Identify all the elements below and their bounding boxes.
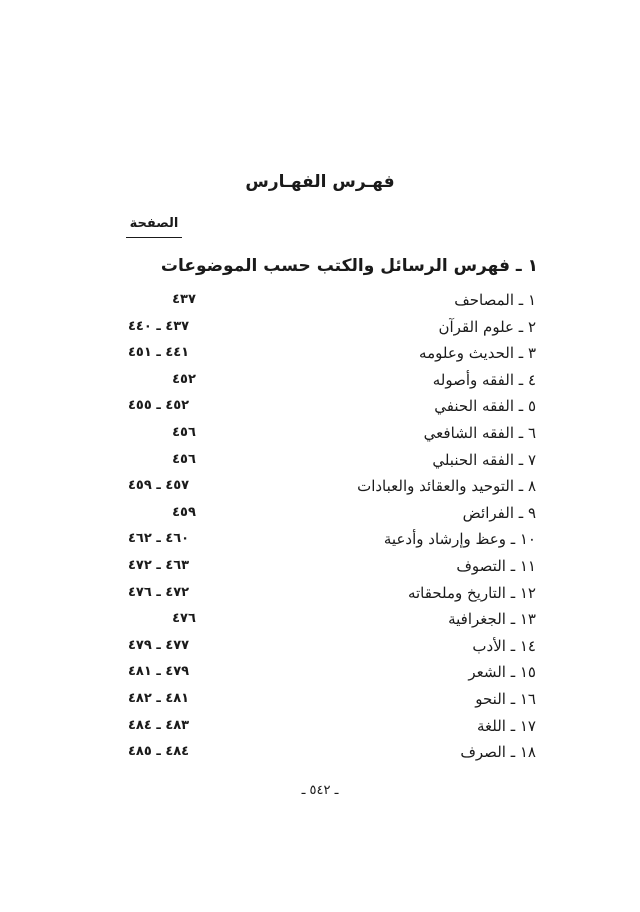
entry-topic: ٩ ـ الفرائض [462, 503, 536, 522]
page-column-header: الصفحة [126, 216, 182, 238]
entry-pages: ٤٥٦ [172, 424, 196, 440]
index-entry [0, 421, 640, 448]
entry-topic: ١٤ ـ الأدب [472, 636, 536, 655]
entry-pages: ٤٤١ ـ ٤٥١ [128, 345, 190, 361]
entry-pages: ٤٧٦ [172, 611, 196, 627]
entry-topic: ١٠ ـ وعظ وإرشاد وأدعية [383, 530, 536, 549]
index-list [0, 288, 640, 767]
index-entry [0, 634, 640, 661]
entry-pages: ٤٥٢ ـ ٤٥٥ [128, 398, 190, 414]
entry-topic: ١٧ ـ اللغة [476, 716, 536, 735]
entry-pages: ٤٨٤ ـ ٤٨٥ [128, 744, 190, 760]
entry-pages: ٤٣٧ ـ ٤٤٠ [128, 318, 190, 334]
entry-pages: ٤٥٩ [172, 504, 196, 520]
page-number: ـ ٥٤٢ ـ [301, 783, 339, 798]
entry-pages: ٤٧٢ ـ ٤٧٦ [128, 584, 190, 600]
entry-pages: ٤٦٣ ـ ٤٧٢ [128, 557, 190, 573]
index-entry [0, 660, 640, 687]
entry-topic: ٨ ـ التوحيد والعقائد والعبادات [357, 477, 536, 496]
entry-pages: ٤٥٧ ـ ٤٥٩ [128, 478, 190, 494]
entry-pages: ٤٥٦ [172, 451, 196, 467]
entry-topic: ١١ ـ التصوف [456, 556, 536, 575]
entry-topic: ١٦ ـ النحو [475, 689, 536, 708]
entry-topic: ٤ ـ الفقه وأصوله [432, 370, 536, 389]
index-entry [0, 687, 640, 714]
entry-pages: ٤٨١ ـ ٤٨٢ [128, 690, 190, 706]
entry-topic: ١٥ ـ الشعر [468, 663, 536, 682]
index-entry [0, 448, 640, 475]
index-entry [0, 288, 640, 315]
index-entry [0, 368, 640, 395]
index-entry [0, 714, 640, 741]
index-entry [0, 501, 640, 528]
entry-topic: ٦ ـ الفقه الشافعي [423, 423, 536, 442]
entry-pages: ٤٥٢ [172, 371, 196, 387]
index-entry [0, 474, 640, 501]
index-entry [0, 394, 640, 421]
entry-pages: ٤٣٧ [172, 292, 196, 307]
entry-topic: ١٢ ـ التاريخ وملحقاته [407, 583, 536, 602]
entry-pages: ٤٧٩ ـ ٤٨١ [128, 664, 190, 680]
entry-topic: ٣ ـ الحديث وعلومه [419, 344, 536, 363]
index-entry [0, 581, 640, 608]
entry-pages: ٤٨٣ ـ ٤٨٤ [128, 717, 190, 733]
section-heading: ١ ـ فهرس الرسائل والكتب حسب الموضوعات [160, 256, 538, 276]
entry-topic: ١ ـ المصاحف [454, 291, 536, 309]
entry-topic: ٥ ـ الفقه الحنفي [434, 397, 536, 416]
entry-topic: ٧ ـ الفقه الحنبلي [432, 450, 536, 469]
index-entry [0, 554, 640, 581]
index-entry [0, 527, 640, 554]
entry-pages: ٤٧٧ ـ ٤٧٩ [128, 637, 190, 653]
entry-topic: ١٣ ـ الجغرافية [448, 610, 536, 629]
entry-pages: ٤٦٠ ـ ٤٦٢ [128, 531, 190, 547]
index-entry [0, 607, 640, 634]
index-entry [0, 341, 640, 368]
entry-topic: ٢ ـ علوم القرآن [438, 317, 536, 336]
index-entry [0, 315, 640, 342]
index-entry [0, 740, 640, 767]
page-title: فهـرس الفهـارس [245, 172, 395, 192]
entry-topic: ١٨ ـ الصرف [460, 743, 536, 762]
